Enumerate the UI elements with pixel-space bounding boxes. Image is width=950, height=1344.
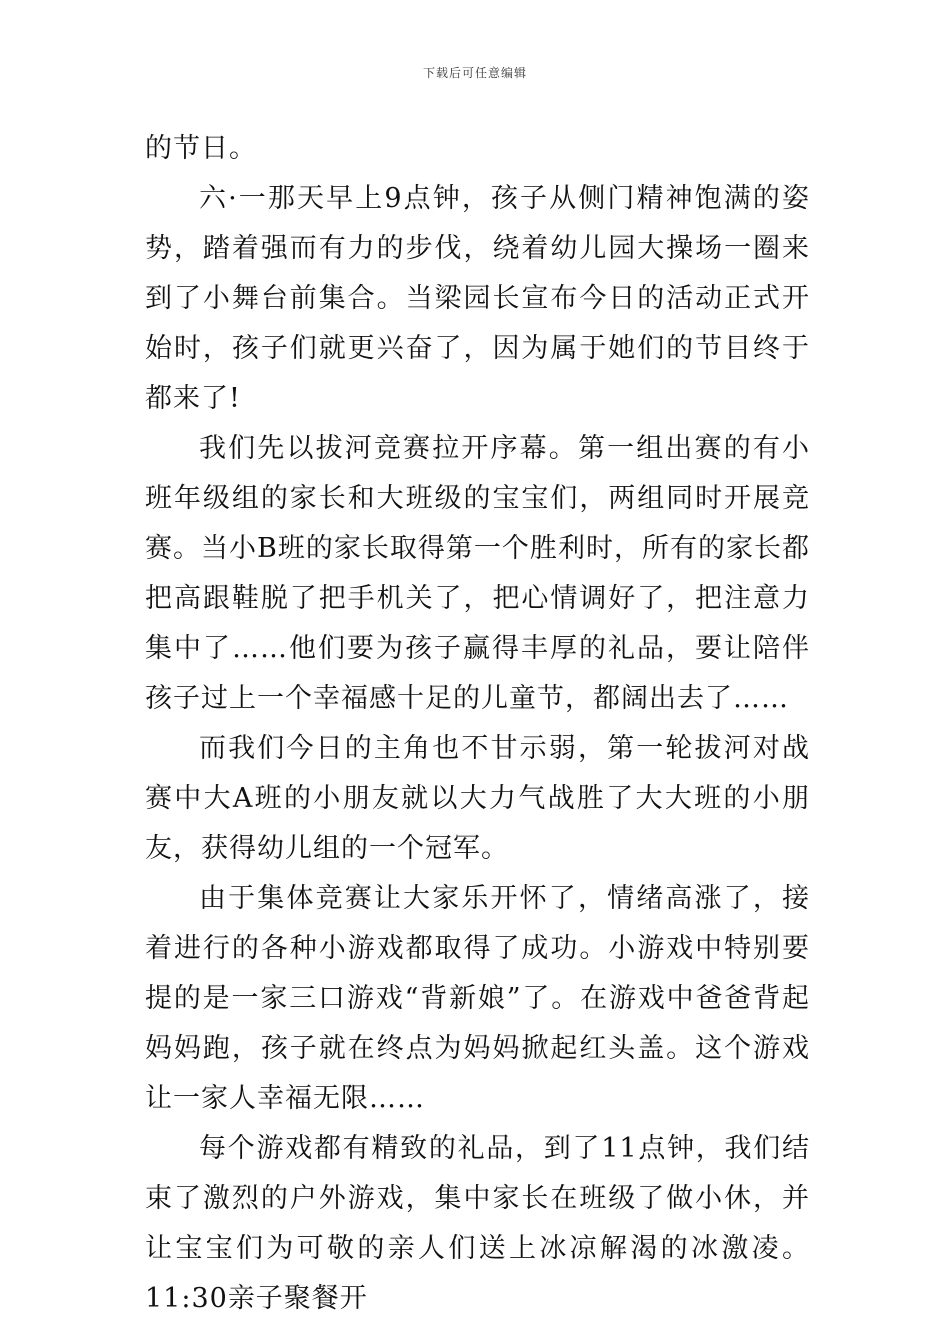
paragraph-morning-gathering: 六·一那天早上9点钟，孩子从侧门精神饱满的姿势，踏着强而有力的步伐，绕着幼儿园大操场一圈来到了小舞台前集合。当梁园长宣布今日的活动正式开始时，孩子们就更兴奋了，因为属于她们的节目终于都来了!	[145, 183, 810, 414]
paragraph-gifts-and-lunch: 每个游戏都有精致的礼品，到了11点钟，我们结束了激烈的户外游戏，集中家长在班级了做小休，并让宝宝们为可敬的亲人们送上冰凉解渴的冰激凌。11:30亲子聚餐开	[145, 1133, 810, 1314]
paragraph-tug-of-war-children: 而我们今日的主角也不甘示弱，第一轮拔河对战赛中大A班的小朋友就以大力气战胜了大大班的小朋友，获得幼儿组的一个冠军。	[145, 733, 810, 864]
paragraph-continuation: 的节日。	[145, 133, 257, 164]
header-note: 下载后可任意编辑	[422, 66, 527, 80]
paragraph-tug-of-war-parents: 我们先以拔河竞赛拉开序幕。第一组出赛的有小班年级组的家长和大班级的宝宝们，两组同时开展竞赛。当小B班的家长取得第一个胜利时，所有的家长都把高跟鞋脱了把手机关了，把心情调好了，把注意力集中了……他们要为孩子赢得丰厚的礼品，要让陪伴孩子过上一个幸福感十足的儿童节，都阔出去了……	[145, 433, 810, 714]
paragraph-small-games: 由于集体竞赛让大家乐开怀了，情绪高涨了，接着进行的各种小游戏都取得了成功。小游戏中特别要提的是一家三口游戏“背新娘”了。在游戏中爸爸背起妈妈跑，孩子就在终点为妈妈掀起红头盖。这个游戏让一家人幸福无限……	[145, 883, 810, 1114]
document-body	[145, 124, 810, 1324]
